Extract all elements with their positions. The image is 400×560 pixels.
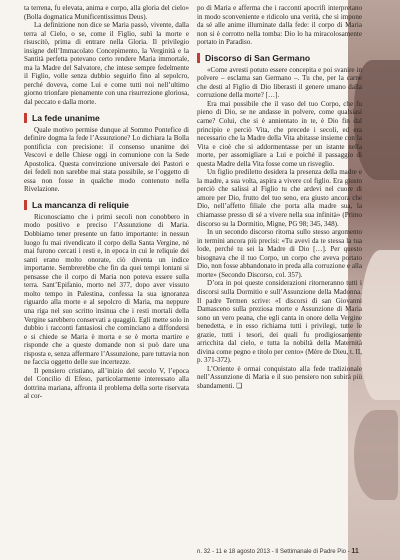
left-column <box>24 4 189 401</box>
section-heading: La mancanza di reliquie <box>24 200 189 210</box>
paragraph: La definizione non dice se Maria passò, vivente, dalla terra al Cielo, o se, come il Figlio, subì la morte e risuscitò, prima di entrare nella Gloria. Il privilegio insigne dell’Immacolato Concepimento, la Verginità e la Santità perfetta potevano certo rendere Maria immortale, ma la Madre del Salvatore, che intese sempre fedelmente il Figlio, volle senza dubbio seguirlo fino al sepolcro, perché doveva, come Lui e come tutti noi nell’ultimo giorno trionfare pienamente con una risurrezione gloriosa, dal peccato e dalla morte. <box>24 21 189 107</box>
paragraph: Il pensiero cristiano, all’inizio del secolo V, l’epoca del Concilio di Efeso, particolarmente interessato alla dottrina mariana, affronta il problema della sorte riservata al cor- <box>24 366 189 401</box>
paragraph: «Come avresti potuto essere concepita e poi svanire in polvere – esclama san Germano –. Tu che, per la carne che desti al Figlio di Dio liberasti il genere umano dalla corruzione della morte? […]. <box>197 65 362 100</box>
paragraph-text: L’Oriente è ormai conquistato alla fede tradizionale nell’Assunzione di Maria e il suo pensiero non subirà più sbandamenti. <box>197 364 362 390</box>
page-footer <box>197 548 397 556</box>
paragraph: In un secondo discorso ritorna sullo stesso argomento in termini ancora più precisi: «Tu avevi da te stessa la tua lode, perché tu sei la Madre di Dio […]. Per questo bisognava che il tuo Corpo, un corpo che aveva portato Dio, non fosse abbandonato in preda alla corruzione e alla morte» (Secondo Discorso, col. 357). <box>197 228 362 279</box>
page-number: 11 <box>351 548 359 555</box>
end-mark: ❏ <box>236 381 243 390</box>
paragraph: po di Maria e afferma che i racconti apocrifi interpretano in modo sconveniente e ridicolo una verità, che si impone da sé alle anime illuminate dalla fede: il corpo di Maria non si è corrotto nella tomba: Dio lo ha miracolosamente portato in Paradiso. <box>197 4 362 47</box>
paragraph: D’ora in poi queste considerazioni ritorneranno tutti i discorsi sulla Dormitio e sull’Assunzione della Madonna. Il padre Termen scrive: «I discorsi di san Giovanni Damasceno sulla preziosa morte e Assunzione di Maria sono un vero peana, che egli canta in onore della Vergine benedetta, e in esso richiama tutti i privilegi, tutte le grazie, tutti i tesori, dei quali fu prodigiosamente arricchita dal cielo, e tutta la nobiltà della Maternità divina come pegno e titolo per cento» (Mère de Dieu, t. II, p. 371-372). <box>197 279 362 365</box>
section-heading: Discorso di San Germano <box>197 53 362 63</box>
paragraph: Era mai possibile che il vaso del tuo Corpo, che fu pieno di Dio, se ne andasse in polvere, come qualsiasi carne? Colui, che si è annientato in te, è Dio fin dal principio e perciò Vita, che precede i secoli, ed era necessario che la Madre della Vita abitasse insieme con la Vita e cioè che si addormentasse per un istante nella morte, per assomigliare a Lui e poiché il passaggio di questa Madre della Vita fosse come un risveglio. <box>197 99 362 168</box>
paragraph: Quale motivo permise dunque al Sommo Pontefice di definire dogma la fede l’Assunzione? Lo dichiara la Bolla pontificia con precisione: il consenso unanime dei Vescovi e delle Chiese oggi in comunione con la Sede Apostolica. Questa convinzione universale dei Pastori e dei fedeli non sarebbe mai stata possibile, se l’oggetto di essa non fosse in qualche modo contenuto nella Rivelazione. <box>24 125 189 194</box>
paragraph <box>197 365 362 391</box>
footer-text: n. 32 - 11 e 18 agosto 2013 - Il Settimanale di Padre Pio - <box>197 549 350 555</box>
painting-detail <box>360 250 400 400</box>
paragraph: ta terrena, fu elevata, anima e corpo, alla gloria del cielo» (Bolla dogmatica Munificentissimus Deus). <box>24 4 189 21</box>
painting-detail <box>354 410 398 500</box>
paragraph: Un figlio prediletto desidera la presenza della madre e la madre, a sua volta, aspira a vivere col figlio. Era giusto perciò che salissi al Figlio tu che ardevi nel cuore di amore per Dio, frutto del tuo seno, era giusto ancora che Dio, nell’affetto filiale che porta alla madre sua, la chiamasse presso di sé a vivere nella sua infinità» (Primo discorso su la Dormitio, Migne, PG 98; 345, 348). <box>197 168 362 228</box>
section-heading: La fede unanime <box>24 113 189 123</box>
paragraph: Riconosciamo che i primi secoli non conobbero in modo positivo e preciso l’Assunzione di Maria. Dobbiamo tener presente un fatto importante: in nessun luogo fu mai rivendicato il corpo della Santa Vergine, né mai furono cercati i resti e, in epoca in cui le reliquie dei santi erano molto onorate, ciò diventa un indice importante. Sembrerebbe che fin da quei tempi lontani si pensasse che il corpo di Maria non poteva essere sulla terra. Sant’Epifanio, morto nel 377, dopo aver vissuto molto tempo in Palestina, confessa la sua ignoranza riguardo alla morte e al sepolcro di Maria, ma neppure una riga nel suo scritto insinua che i resti mortali della Vergine sarebbero conservati a quaggiù. Egli mette solo in dubbio i racconti fantasiosi che cominciano a diffondersi e si chiede se Maria è morta e se è morta martire e risponde che a queste domande non si può dare una risposta e, senza affermare l’Assunzione, pare tuttavia non ne faccia oggetto delle sue incertezze. <box>24 212 189 367</box>
right-column <box>197 4 362 391</box>
